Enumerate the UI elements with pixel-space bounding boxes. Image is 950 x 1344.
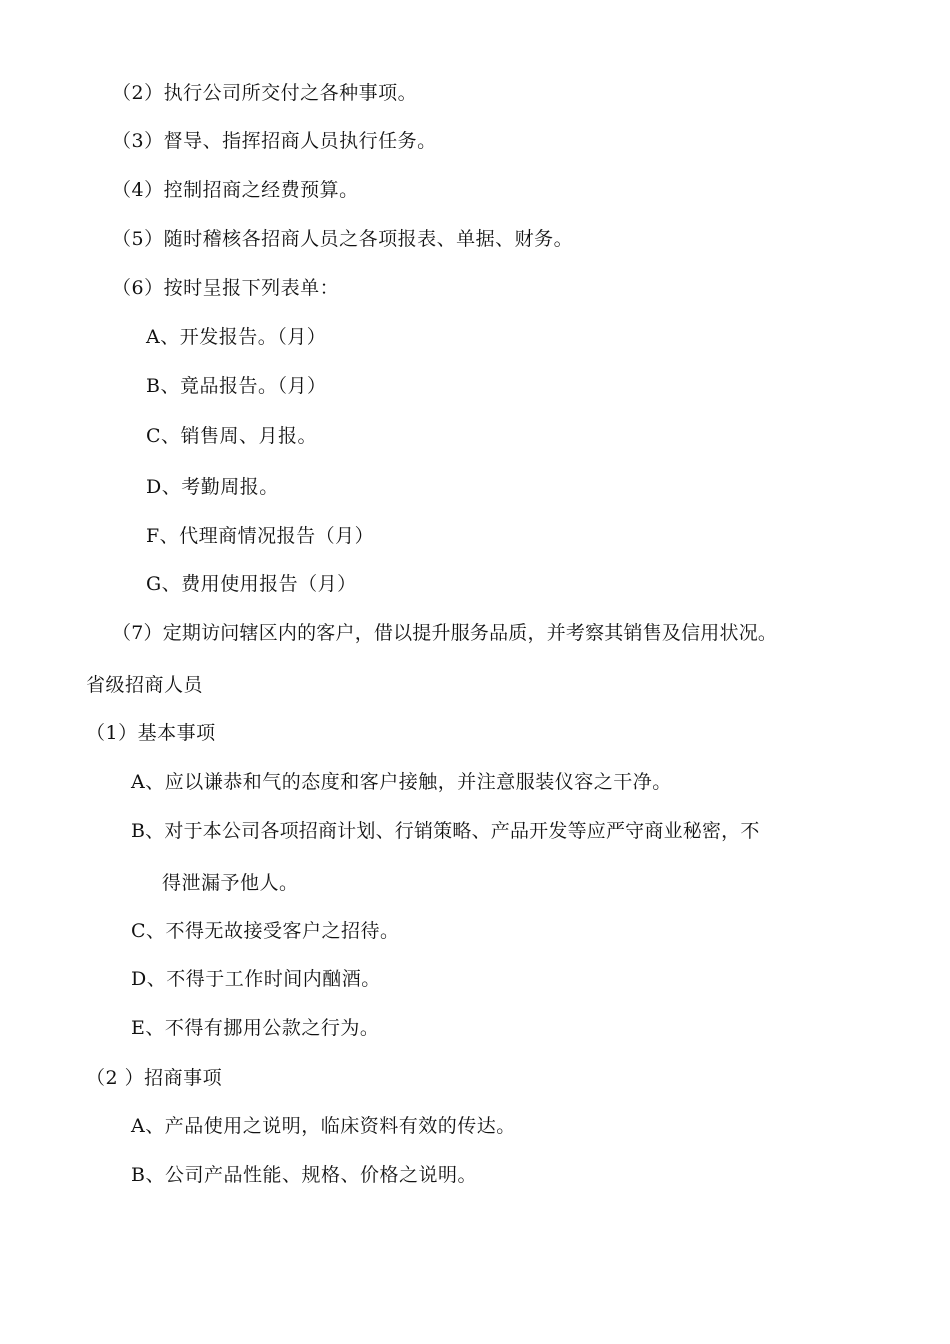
text-line: D、考勤周报。	[146, 476, 279, 498]
text-line: （5）随时稽核各招商人员之各项报表、单据、财务。	[112, 228, 574, 250]
text-line: D、不得于工作时间内酗酒。	[131, 968, 381, 990]
text-line: （6）按时呈报下列表单：	[112, 277, 340, 299]
section-heading: 省级招商人员	[86, 674, 204, 696]
text-line: C、不得无故接受客户之招待。	[131, 920, 400, 942]
text-line: F、代理商情况报告（月）	[146, 525, 375, 547]
text-line: 得泄漏予他人。	[162, 872, 299, 894]
text-line: （2 ）招商事项	[86, 1067, 223, 1089]
text-line: （4）控制招商之经费预算。	[112, 179, 359, 201]
text-line: E、不得有挪用公款之行为。	[131, 1017, 380, 1039]
text-line: B、公司产品性能、规格、价格之说明。	[131, 1164, 477, 1186]
text-line: （1）基本事项	[86, 722, 216, 744]
text-line: A、应以谦恭和气的态度和客户接触，并注意服装仪容之干净。	[131, 771, 672, 793]
text-line: （2）执行公司所交付之各种事项。	[112, 82, 418, 104]
text-line: B、对于本公司各项招商计划、行销策略、产品开发等应严守商业秘密，不	[131, 820, 760, 842]
text-line: A、产品使用之说明，临床资料有效的传达。	[131, 1115, 516, 1137]
text-line: （7）定期访问辖区内的客户，借以提升服务品质，并考察其销售及信用状况。	[112, 622, 778, 644]
text-line: A、开发报告。（月）	[146, 326, 327, 348]
text-line: B、竟品报告。（月）	[146, 375, 327, 397]
text-line: （3）督导、指挥招商人员执行任务。	[112, 130, 437, 152]
text-line: C、销售周、月报。	[146, 425, 318, 447]
text-line: G、费用使用报告（月）	[146, 573, 357, 595]
